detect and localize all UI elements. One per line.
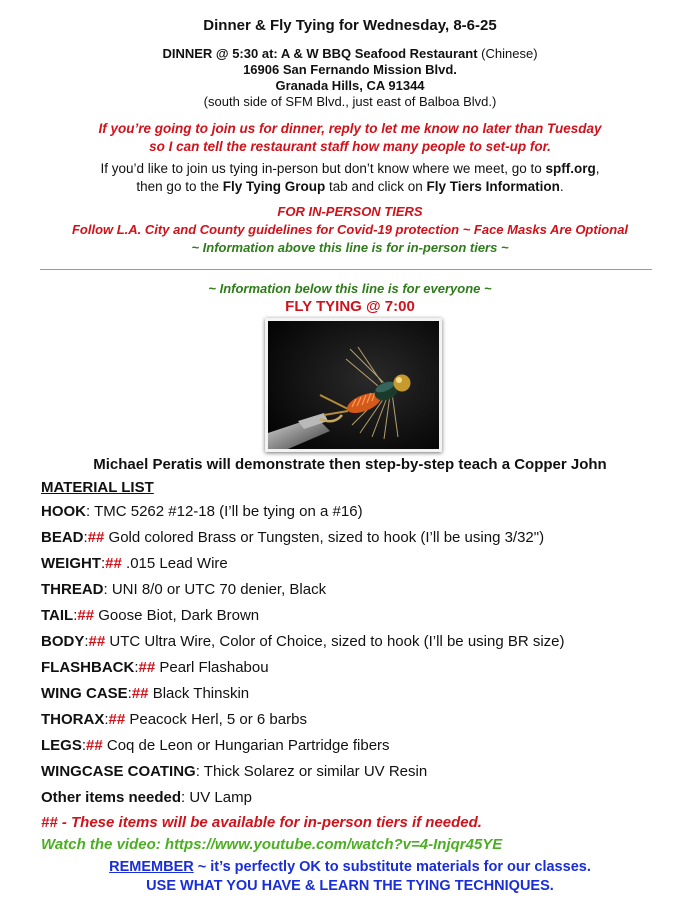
dinner-cuisine: (Chinese) bbox=[477, 46, 538, 61]
dinner-line bbox=[0, 46, 700, 62]
material-label: FLASHBACK bbox=[41, 659, 135, 676]
material-item bbox=[41, 684, 681, 710]
material-separator: : bbox=[83, 529, 88, 546]
in-person-heading: FOR IN-PERSON TIERS bbox=[277, 204, 423, 219]
material-label: BODY bbox=[41, 633, 85, 650]
material-list bbox=[41, 502, 681, 814]
material-separator: : bbox=[195, 763, 204, 780]
material-label: WEIGHT bbox=[41, 555, 101, 572]
fly-illustration bbox=[268, 321, 439, 449]
material-label: BEAD bbox=[41, 529, 84, 546]
material-item bbox=[41, 788, 681, 814]
reply-notice-line2: so I can tell the restaurant staff how many people to set-up for. bbox=[149, 139, 551, 154]
join-info-punct: . bbox=[559, 179, 564, 194]
material-item bbox=[41, 632, 681, 658]
material-separator: : bbox=[84, 633, 89, 650]
material-separator: : bbox=[81, 737, 87, 754]
availability-marker: ## bbox=[138, 659, 156, 676]
dinner-address-street: 16906 San Fernando Mission Blvd. bbox=[243, 62, 457, 77]
section-divider bbox=[40, 269, 652, 270]
material-item bbox=[41, 606, 681, 632]
remember-text: ~ it’s perfectly OK to substitute materials for our classes. bbox=[193, 859, 591, 875]
material-label: Other items needed bbox=[41, 789, 182, 806]
availability-marker: ## bbox=[108, 711, 126, 728]
material-separator: : bbox=[181, 789, 190, 806]
material-value: Thick Solarez or similar UV Resin bbox=[203, 763, 428, 780]
use-what-you-have: USE WHAT YOU HAVE & LEARN THE TYING TECHNIQUES. bbox=[146, 878, 554, 894]
in-person-section bbox=[0, 203, 700, 257]
material-item bbox=[41, 528, 681, 554]
material-separator: : bbox=[73, 607, 78, 624]
remember-label: REMEMBER bbox=[109, 859, 194, 875]
material-label: THORAX bbox=[41, 711, 105, 728]
material-item bbox=[41, 502, 681, 528]
availability-marker: ## bbox=[87, 529, 105, 546]
join-info bbox=[0, 160, 700, 196]
copper-john-fly-photo bbox=[265, 318, 442, 452]
remember-line bbox=[0, 858, 700, 877]
material-value: TMC 5262 #12-18 (I’ll be tying on a #16) bbox=[94, 503, 363, 520]
material-value: Coq de Leon or Hungarian Partridge fibers bbox=[102, 737, 390, 754]
covid-guidelines: Follow L.A. City and County guidelines for Covid-19 protection ~ Face Masks Are Optional bbox=[71, 222, 629, 237]
availability-note: ## - These items will be available for in-person tiers if needed. bbox=[41, 814, 482, 831]
material-list-heading: MATERIAL LIST bbox=[41, 479, 154, 496]
availability-marker: ## bbox=[77, 607, 95, 624]
join-info-line1 bbox=[0, 160, 700, 178]
material-value: Peacock Herl, 5 or 6 barbs bbox=[125, 711, 307, 728]
dinner-location-note: (south side of SFM Blvd., just east of Balboa Blvd.) bbox=[203, 94, 497, 109]
below-line-note: ~ Information below this line is for everyone ~ bbox=[208, 281, 492, 296]
dinner-address-city: Granada Hills, CA 91344 bbox=[275, 78, 425, 93]
material-label: WING CASE bbox=[41, 685, 128, 702]
demo-description: Michael Peratis will demonstrate then step-by-step teach a Copper John bbox=[93, 456, 607, 473]
material-label: TAIL bbox=[41, 607, 74, 624]
material-value: Gold colored Brass or Tungsten, sized to hook (I’ll be using 3/32") bbox=[104, 529, 545, 546]
join-info-line2 bbox=[0, 178, 700, 196]
above-line-note: ~ Information above this line is for in-person tiers ~ bbox=[191, 240, 509, 255]
availability-marker: ## bbox=[105, 555, 122, 572]
material-item bbox=[41, 658, 681, 684]
availability-marker: ## bbox=[131, 685, 149, 702]
join-info-text: If you’d like to join us tying in-person but don’t know where we meet, go to bbox=[100, 161, 546, 176]
material-value: UTC Ultra Wire, Color of Choice, sized to hook (I’ll be using BR size) bbox=[105, 633, 565, 650]
material-item bbox=[41, 710, 681, 736]
material-separator: : bbox=[86, 503, 95, 520]
material-value: .015 Lead Wire bbox=[121, 555, 228, 572]
material-value: UNI 8/0 or UTC 70 denier, Black bbox=[111, 581, 327, 598]
material-label: HOOK bbox=[41, 503, 86, 520]
remember-note bbox=[0, 858, 700, 896]
dinner-restaurant: DINNER @ 5:30 at: A & W BBQ Seafood Restaurant bbox=[162, 46, 478, 61]
reply-notice-line1: If you’re going to join us for dinner, reply to let me know no later than Tuesday bbox=[98, 121, 602, 136]
material-separator: : bbox=[134, 659, 139, 676]
join-info-text: then go to the bbox=[136, 179, 223, 194]
join-info-text: tab and click on bbox=[325, 179, 427, 194]
material-label: WINGCASE COATING bbox=[41, 763, 196, 780]
material-label: THREAD bbox=[41, 581, 104, 598]
fly-tying-group-tab: Fly Tying Group bbox=[222, 179, 326, 194]
material-separator: : bbox=[103, 581, 112, 598]
site-link[interactable]: spff.org bbox=[545, 161, 596, 176]
material-value: UV Lamp bbox=[189, 789, 252, 806]
material-value: Black Thinskin bbox=[148, 685, 250, 702]
material-item bbox=[41, 736, 681, 762]
material-separator: : bbox=[101, 555, 106, 572]
dinner-info bbox=[0, 46, 700, 110]
join-info-punct: , bbox=[595, 161, 600, 176]
availability-marker: ## bbox=[86, 737, 103, 754]
material-item bbox=[41, 762, 681, 788]
fly-tiers-information-link: Fly Tiers Information bbox=[426, 179, 560, 194]
material-label: LEGS bbox=[41, 737, 82, 754]
page-title: Dinner & Fly Tying for Wednesday, 8-6-25 bbox=[203, 17, 497, 34]
material-value: Pearl Flashabou bbox=[155, 659, 269, 676]
material-value: Goose Biot, Dark Brown bbox=[94, 607, 260, 624]
availability-marker: ## bbox=[88, 633, 106, 650]
material-separator: : bbox=[104, 711, 109, 728]
material-item bbox=[41, 580, 681, 606]
video-link[interactable]: Watch the video: https://www.youtube.com/watch?v=4-Injqr45YE bbox=[41, 836, 503, 853]
material-separator: : bbox=[127, 685, 132, 702]
fly-tying-time: FLY TYING @ 7:00 bbox=[285, 298, 415, 315]
material-item bbox=[41, 554, 681, 580]
reply-notice bbox=[0, 120, 700, 156]
